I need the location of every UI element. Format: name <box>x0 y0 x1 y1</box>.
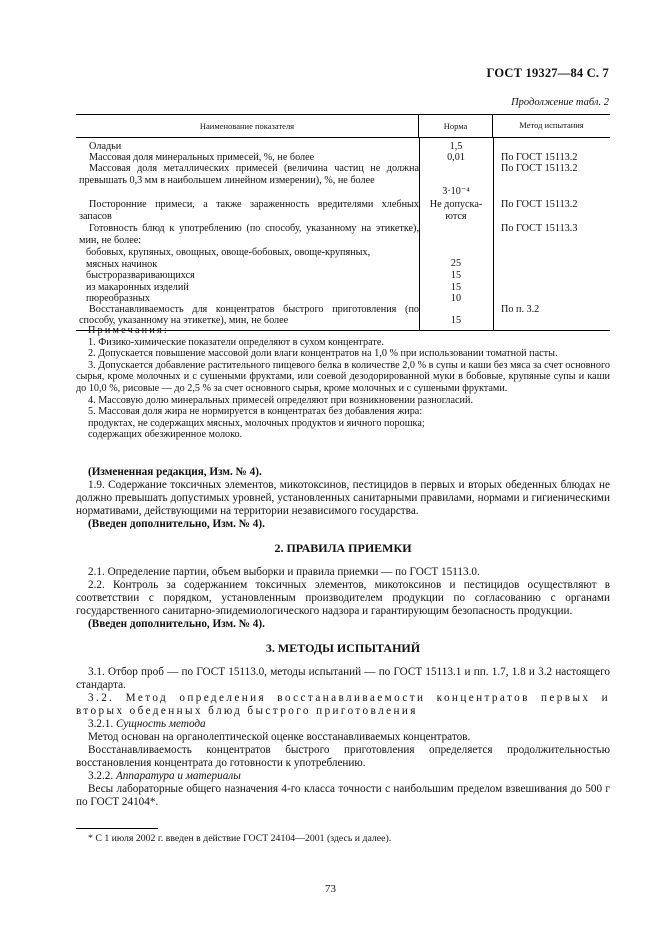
amendment-note: (Введен дополнительно, Изм. № 4). <box>88 618 265 630</box>
note-item: 3. Допускается добавление растительного пищевого белка в количестве 2,0 % в супы и каши без мяса за счет основного сырья, кроме молочных и с сушеными фруктами, или соевой дезодорированной муки в бобовые, крупяные супы и каши до 10,0 %, рисовые — до 2,5 % за счет основного сырья, кроме молочных и с сушеными фруктами. <box>76 359 610 394</box>
clause-3-2-1-text: Восстанавливаемость концентратов быстрого приготовления определяется продолжительностью восстановления концентрата до готовности к употреблению. <box>76 744 610 769</box>
table-header <box>76 114 610 138</box>
footnote-divider <box>76 828 158 829</box>
clause-2-2: 2.2. Контроль за содержанием токсичных элементов, микотоксинов и пестицидов осуществляют в соответствии с порядком, установленным производителем продукции по согласованию с органами государственного санитарно-эпидемиологического надзора и гарантирующим безопасность продукции. <box>76 579 610 617</box>
table-row: Восстанавливаемость для концентратов быстрого приготовления (по способу, указанному на этикетке), мин, не более 15 По п. 3.2 <box>79 304 540 327</box>
table-notes <box>76 325 610 441</box>
page-number: 73 <box>325 883 336 895</box>
clause-3-2-1: 3.2.1. Сущность метода <box>88 718 206 730</box>
notes-title: Примечания: <box>88 325 169 336</box>
clause-3-2-1-text: Метод основан на органолептической оценке восстанавливаемых концентратов. <box>88 731 471 743</box>
table-continuation-label: Продолжение табл. 2 <box>511 97 609 108</box>
footnote: * С 1 июля 2002 г. введен в действие ГОСТ 24104—2001 (здесь и далее). <box>88 833 392 844</box>
main-text <box>76 466 610 809</box>
requirements-table <box>76 114 610 331</box>
note-subitem: содержащих обезжиренное молоко. <box>88 429 243 441</box>
section-title-methods: 3. МЕТОДЫ ИСПЫТАНИЙ <box>265 641 421 655</box>
clause-2-1: 2.1. Определение партии, объем выборки и правила приемки — по ГОСТ 15113.0. <box>88 566 480 578</box>
column-header-name: Наименование показателя <box>76 115 419 137</box>
note-item: 1. Физико-химические показатели определяют в сухом концентрате. <box>88 336 384 348</box>
note-item: 5. Массовая доля жира не нормируется в концентратах без добавления жира: <box>88 406 423 418</box>
table-row: бобовых, крупяных, овощных, овоще-бобовых, овоще-крупяных, мясных начинок 25 <box>86 247 462 270</box>
note-item: 2. Допускается повышение массовой доли влаги концентратов на 1,0 % при использовании томатной пасты. <box>88 348 558 360</box>
table-row: Оладьи 1,5 <box>89 141 463 152</box>
table-row: пюреобразных 10 <box>86 292 462 304</box>
note-subitem: продуктах, не содержащих мясных, молочных продуктов и яичного порошка; <box>88 417 425 429</box>
clause-1-9: 1.9. Содержание токсичных элементов, микотоксинов, пестицидов в первых и вторых обеденных блюдах не должно превышать допустимых уровней, установленных санитарными правилами, нормами и гигиеническими нормативами, действующими на территории независимого государства. <box>76 479 610 517</box>
table-row: Готовность блюд к употреблению (по способу, указанному на этикетке), мин, не более: По ГОСТ 15113.3 <box>79 223 578 246</box>
amendment-note: (Измененная редакция, Изм. № 4). <box>88 466 262 478</box>
table-row: Массовая доля металлических примесей (величина частиц не должна превышать 0,3 мм в наибольшем линейном измерении), %, не более 3·10⁻⁴ По ГОСТ 15113.2 <box>79 163 578 198</box>
column-header-method: Метод испытания <box>519 120 584 131</box>
table-row: из макаронных изделий 15 <box>86 281 462 293</box>
standard-header: ГОСТ 19327—84 С. 7 <box>486 66 609 80</box>
section-title-acceptance: 2. ПРАВИЛА ПРИЕМКИ <box>274 541 412 555</box>
column-header-norm: Норма <box>419 115 493 137</box>
clause-3-2-2-text: Весы лабораторные общего назначения 4-го класса точности с наибольшим пределом взвешивания до 500 г по ГОСТ 24104*. <box>76 783 610 808</box>
table-body <box>76 138 610 331</box>
table-row: быстроразваривающихся 15 <box>86 270 462 282</box>
table-row: Посторонние примеси, а также зараженность вредителями хлебных запасов Не допуска-ются По ГОСТ 15113.2 <box>79 199 578 222</box>
clause-3-2: 3.2. Метод определения восстанавливаемости концентратов первых и вторых обеденных блюд быстрого приготовления <box>76 692 610 717</box>
note-item: 4. Массовую долю минеральных примесей определяют при возникновении разногласий. <box>88 394 474 406</box>
amendment-note: (Введен дополнительно, Изм. № 4). <box>88 518 265 530</box>
table-row: Массовая доля минеральных примесей, %, не более 0,01 По ГОСТ 15113.2 <box>89 152 578 164</box>
clause-3-1: 3.1. Отбор проб — по ГОСТ 15113.0, методы испытаний — по ГОСТ 15113.1 и пп. 1.7, 1.8 и 3.2 настоящего стандарта. <box>76 666 610 691</box>
clause-3-2-2: 3.2.2. Аппаратура и материалы <box>88 770 241 782</box>
